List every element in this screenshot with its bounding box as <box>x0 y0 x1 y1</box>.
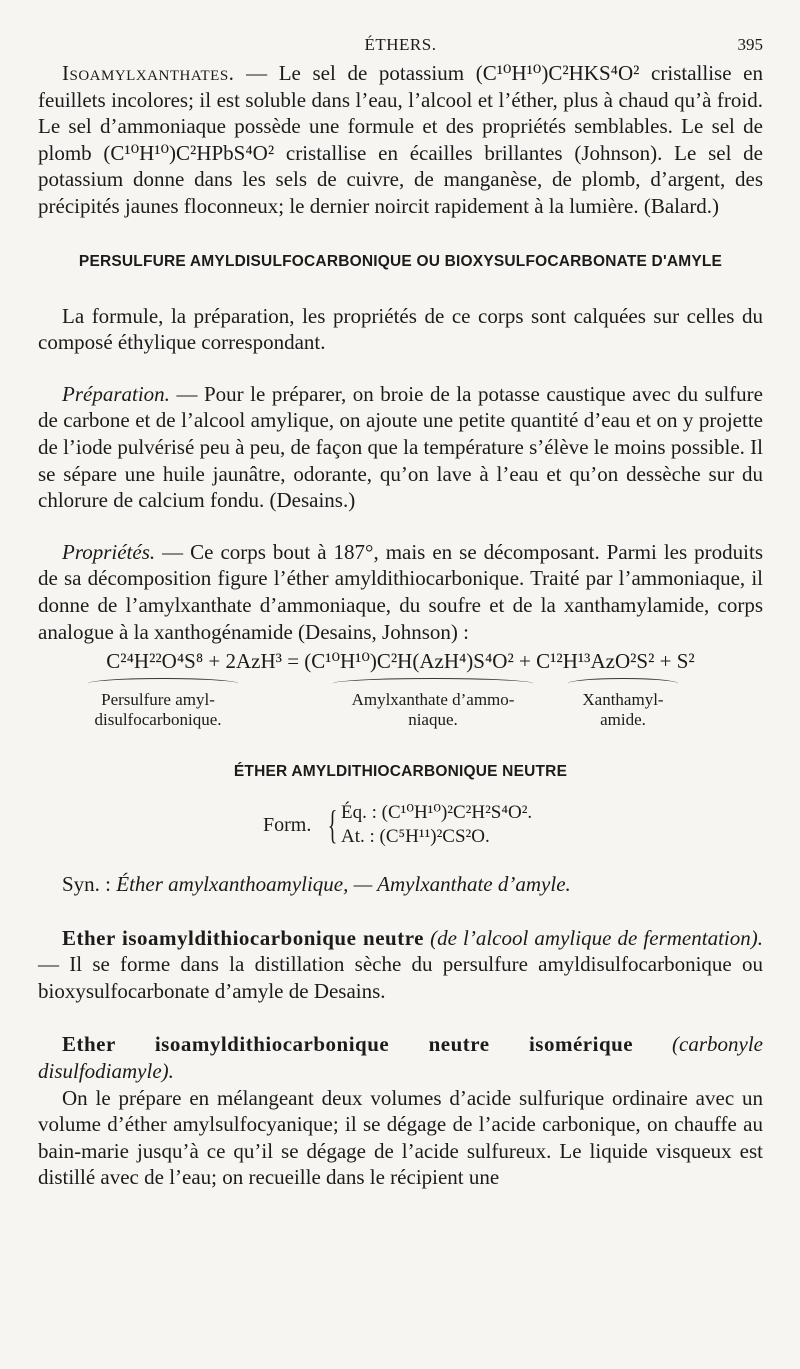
equation-label-persulfure: Persulfure amyl- disulfocarbonique. <box>94 690 222 730</box>
synonyms-lead: Syn. : <box>62 872 117 897</box>
paragraph-isomerique-body: On le prépare en mélangeant deux volumes d’acide sulfurique ordinaire avec un volume d’éther amylsulfocyanique; il se dégage de l’acide carbonique, on chauffe au bain-marie jusqu’à ce qu’il se dégage de l’acide sulfureux. Le liquide visqueux est distillé avec de l’eau; on recueille dans le récipient une <box>38 1085 763 1190</box>
compound-heading-isomerique <box>38 1031 763 1084</box>
paragraph-body: — Pour le préparer, on broie de la potasse caustique avec du sulfure de carbone et de l’alcool amylique, on ajoute une petite quantité d’eau et on y projette de l’iode pulvérisé peu à peu, de façon que la température s’élève le moins possible. Il se sépare une huile jaunâtre, odorante, qu’on lave à l’eau et qu’on dessèche sur du chlorure de calcium fondu. (Desains.) <box>38 381 763 513</box>
paragraph-proprietes <box>38 539 763 645</box>
synonyms-body: Éther amylxanthoamylique, — Amylxanthate d’amyle. <box>116 872 571 897</box>
running-title: ÉTHERS. <box>364 35 437 54</box>
equation-underbraces <box>38 676 763 690</box>
compound-source: (carbonyle disulfodiamyle). <box>38 1032 763 1084</box>
section-heading-ether-neutre: ÉTHER AMYLDITHIOCARBONIQUE NEUTRE <box>233 763 568 781</box>
underbrace <box>568 678 678 689</box>
formula-lines <box>341 801 532 849</box>
paragraph-isoamyl-neutre <box>38 925 763 1005</box>
running-head <box>38 0 763 60</box>
section-heading-persulfure: PERSULFURE AMYLDISULFOCARBONIQUE OU BIOXYSULFOCARBONATE D'AMYLE <box>78 252 723 270</box>
paragraph-preparation <box>38 381 763 514</box>
page-number: 395 <box>737 35 763 54</box>
formula-equivalent: Éq. : (C¹⁰H¹⁰)²C²H²S⁴O². <box>341 802 533 824</box>
paragraph-body: — Il se forme dans la distillation sèche du persulfure amyldisulfocarbonique ou bioxysulfocarbonate d’amyle de Desains. <box>38 952 763 1003</box>
paragraph-lead: Propriétés. <box>62 539 156 564</box>
compound-title: Ether isoamyldithiocarbonique neutre isomérique <box>62 1032 634 1057</box>
paragraph-body: — Le sel de potassium (C¹⁰H¹⁰)C²HKS⁴O² cristallise en feuillets incolores; il est soluble dans l’eau, l’alcool et l’éther, plus à chaud qu’à froid. Le sel d’ammoniaque possède une formule et des propriétés semblables. Le sel de plomb (C¹⁰H¹⁰)C²HPbS⁴O² cristallise en écailles brillantes (Johnson). Le sel de potassium donne dans les sels de cuivre, de manganèse, de plomb, d’argent, des précipités jaunes floconneux; le dernier noircit rapidement à la lumière. (Balard.) <box>38 61 763 218</box>
equation-label-xanthamylamide: Xanthamyl- amide. <box>582 690 664 730</box>
reaction-equation: C²⁴H²²O⁴S⁸ + 2AzH³ = (C¹⁰H¹⁰)C²H(AzH⁴)S⁴O² + C¹²H¹³AzO²S² + S² <box>106 649 695 674</box>
formula-label: Form. <box>263 814 312 837</box>
paragraph-formule: La formule, la préparation, les propriétés de ce corps sont calquées sur celles du composé éthylique correspondant. <box>38 303 763 355</box>
synonyms <box>38 871 763 898</box>
formula-atomic: At. : (C⁵H¹¹)²CS²O. <box>341 826 490 848</box>
underbrace <box>333 678 533 689</box>
formula-brace: { <box>327 802 338 848</box>
paragraph-lead: Préparation. <box>62 381 170 406</box>
compound-title: Ether isoamyldithiocarbonique neutre <box>62 925 424 950</box>
equation-label-amylxanthate: Amylxanthate d’ammo- niaque. <box>351 690 515 730</box>
paragraph-isoamylxanthates <box>38 60 763 220</box>
underbrace <box>88 678 238 689</box>
equation-labels <box>38 690 763 732</box>
formula-block <box>263 801 763 851</box>
compound-source: (de l’alcool amylique de fermentation). <box>423 925 763 950</box>
paragraph-lead: Isoamylxanthates. <box>62 61 235 85</box>
paragraph-body: — Ce corps bout à 187°, mais en se décomposant. Parmi les produits de sa décomposition figure l’éther amyldithiocarbonique. Traité par l’ammoniaque, il donne de l’amylxanthate d’ammoniaque, du soufre et de la xanthamylamide, corps analogue à la xanthogénamide (Desains, Johnson) : <box>38 539 763 644</box>
